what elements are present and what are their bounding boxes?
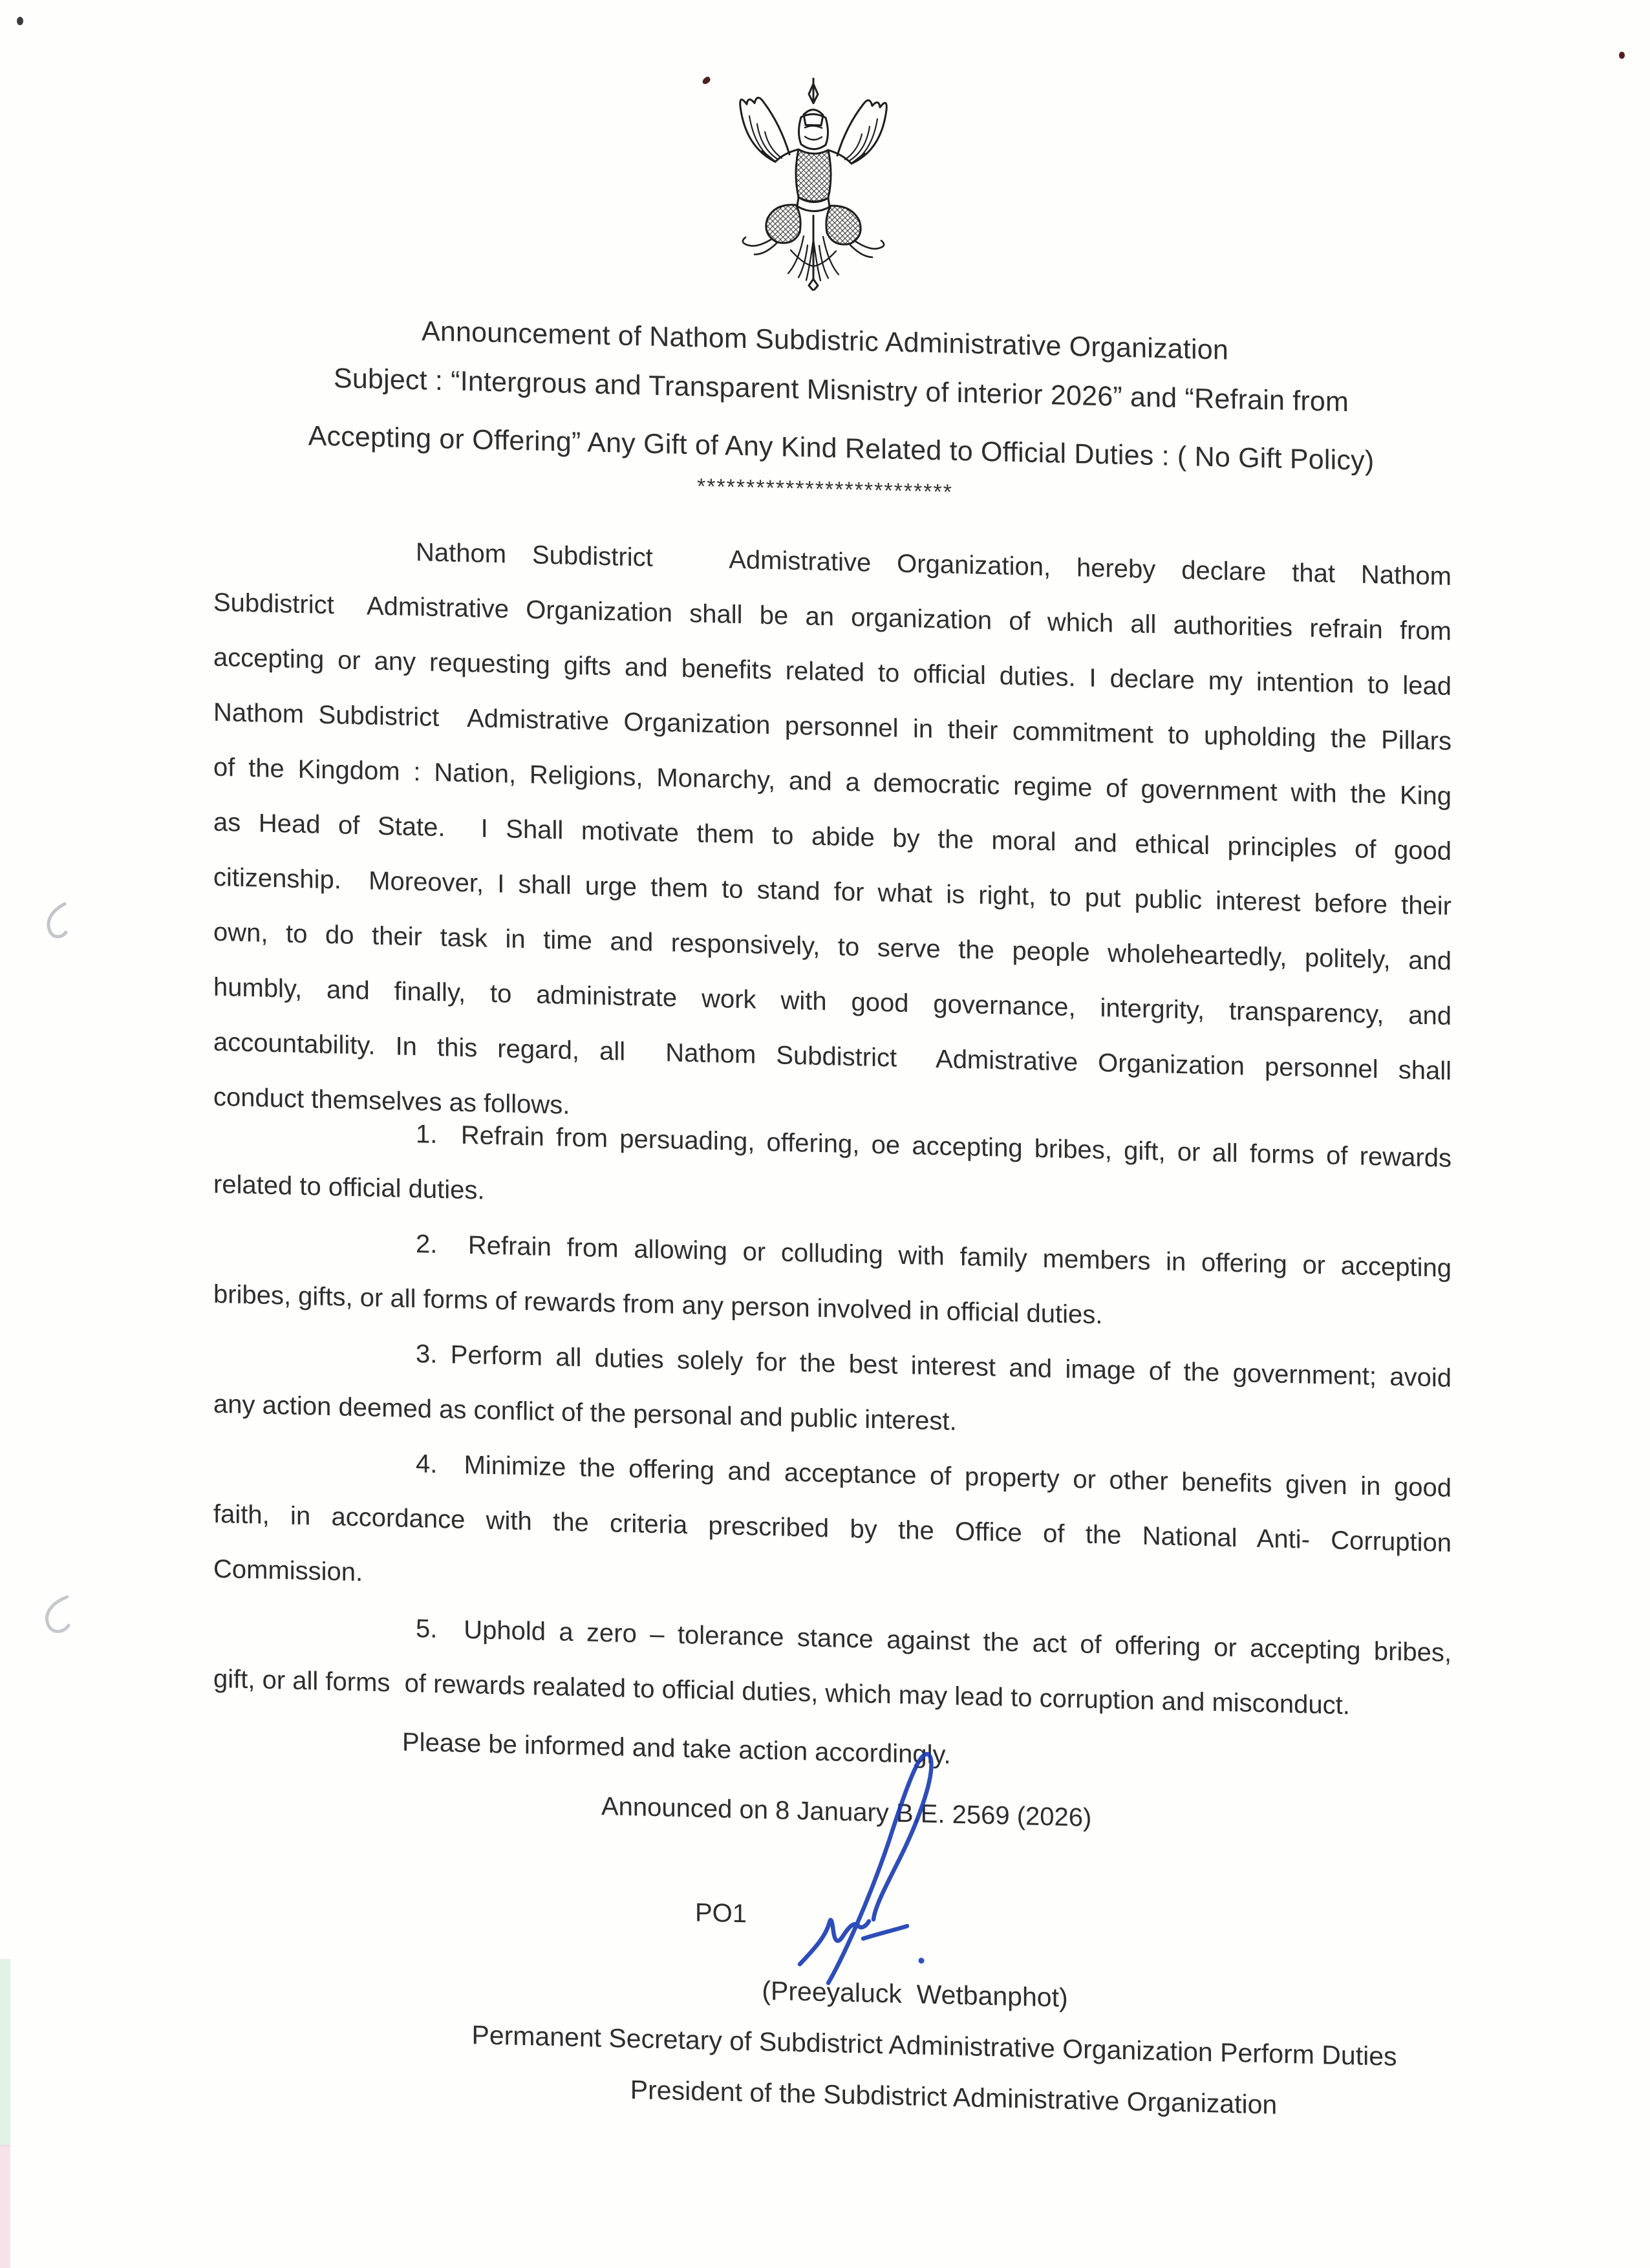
policy-items (213, 1102, 1452, 1736)
signer-title-2: President of the Subdistrict Administrative Organization (630, 2074, 1278, 2120)
text-line: conduct themselves as follows. (213, 1082, 570, 1120)
policy-item-4 (213, 1432, 1452, 1626)
asterisk-separator: ************************** (696, 474, 954, 505)
announcement-date-line: Announced on 8 January B.E. 2569 (2026) (601, 1792, 1092, 1832)
text-line: gift, or all forms of rewards realated to official duties, which may lead to corruption and misconduct. (213, 1664, 1350, 1720)
scanner-edge-strip-pink (0, 2145, 10, 2268)
text-line: 2. Refrain from allowing or colluding with family members in offering or accepting (416, 1230, 1452, 1283)
closing-line: Please be informed and take action accordingly. (402, 1728, 951, 1770)
po-label: PO1 (695, 1898, 747, 1929)
title-line-announcement: Announcement of Nathom Subdistric Administrative Organization (422, 316, 1228, 366)
text-line: faith, in accordance with the criteria prescribed by the Office of the National Anti- Corruption (213, 1499, 1452, 1557)
text-line: accepting or any requesting gifts and benefits related to official duties. I declare my intention to lead (213, 643, 1452, 701)
text-line: 1. Refrain from persuading, offering, oe accepting bribes, gift, or all forms of rewards (416, 1120, 1452, 1173)
text-line: accountability. In this regard, all Nathom Subdistrict Admistrative Organization personnel shall (213, 1027, 1452, 1086)
handwritten-signature (766, 1741, 973, 1995)
garuda-emblem-icon (726, 75, 901, 295)
text-line: bribes, gifts, or all forms of rewards from any person involved in official duties. (213, 1279, 1103, 1330)
text-line: Commission. (213, 1554, 363, 1587)
pencil-mark-left-1 (31, 897, 76, 943)
scan-speck-top-left (17, 17, 23, 25)
text-line: as Head of State. I Shall motivate them to abide by the moral and ethical principles of good (213, 808, 1452, 866)
signer-name: (Preeyaluck Wetbanphot) (762, 1975, 1068, 2013)
text-line: any action deemed as conflict of the personal and public interest. (213, 1389, 957, 1436)
text-line: of the Kingdom : Nation, Religions, Monarchy, and a democratic regime of government with the King (213, 753, 1452, 811)
text-line: 3. Perform all duties solely for the best interest and image of the government; avoid (416, 1340, 1452, 1393)
opening-paragraph (213, 520, 1452, 1154)
signer-title-1: Permanent Secretary of Subdistrict Administrative Organization Perform Duties (471, 2020, 1397, 2071)
text-line: related to official duties. (213, 1170, 485, 1205)
text-line: Nathom Subdistrict Admistrative Organization, hereby declare that Nathom (416, 538, 1452, 591)
title-line-subject: Subject : “Intergrous and Transparent Misnistry of interior 2026” and “Refrain from (333, 363, 1349, 418)
text-line: Nathom Subdistrict Admistrative Organization personnel in their commitment to upholding the Pillars (213, 698, 1452, 756)
text-line: humbly, and finally, to administrate work with good governance, intergrity, transparency, and (213, 972, 1452, 1031)
pencil-mark-left-2 (28, 1589, 80, 1641)
text-line: citizenship. Moreover, I shall urge them to stand for what is right, to put public interest before their (213, 862, 1452, 921)
text-line: 4. Minimize the offering and acceptance of property or other benefits given in good (416, 1450, 1452, 1503)
title-line-subject-cont: Accepting or Offering” Any Gift of Any Kind Related to Official Duties : ( No Gift Policy) (308, 420, 1375, 477)
scan-speck-top-right (1619, 52, 1625, 59)
text-line: own, to do their task in time and responsively, to serve the people wholeheartedly, politely, and (213, 917, 1452, 976)
scanner-edge-strip-green (0, 1959, 10, 2146)
text-line: 5. Uphold a zero – tolerance stance against the act of offering or accepting bribes, (416, 1614, 1452, 1667)
text-line: Subdistrict Admistrative Organization shall be an organization of which all authorities refrain from (213, 588, 1452, 646)
